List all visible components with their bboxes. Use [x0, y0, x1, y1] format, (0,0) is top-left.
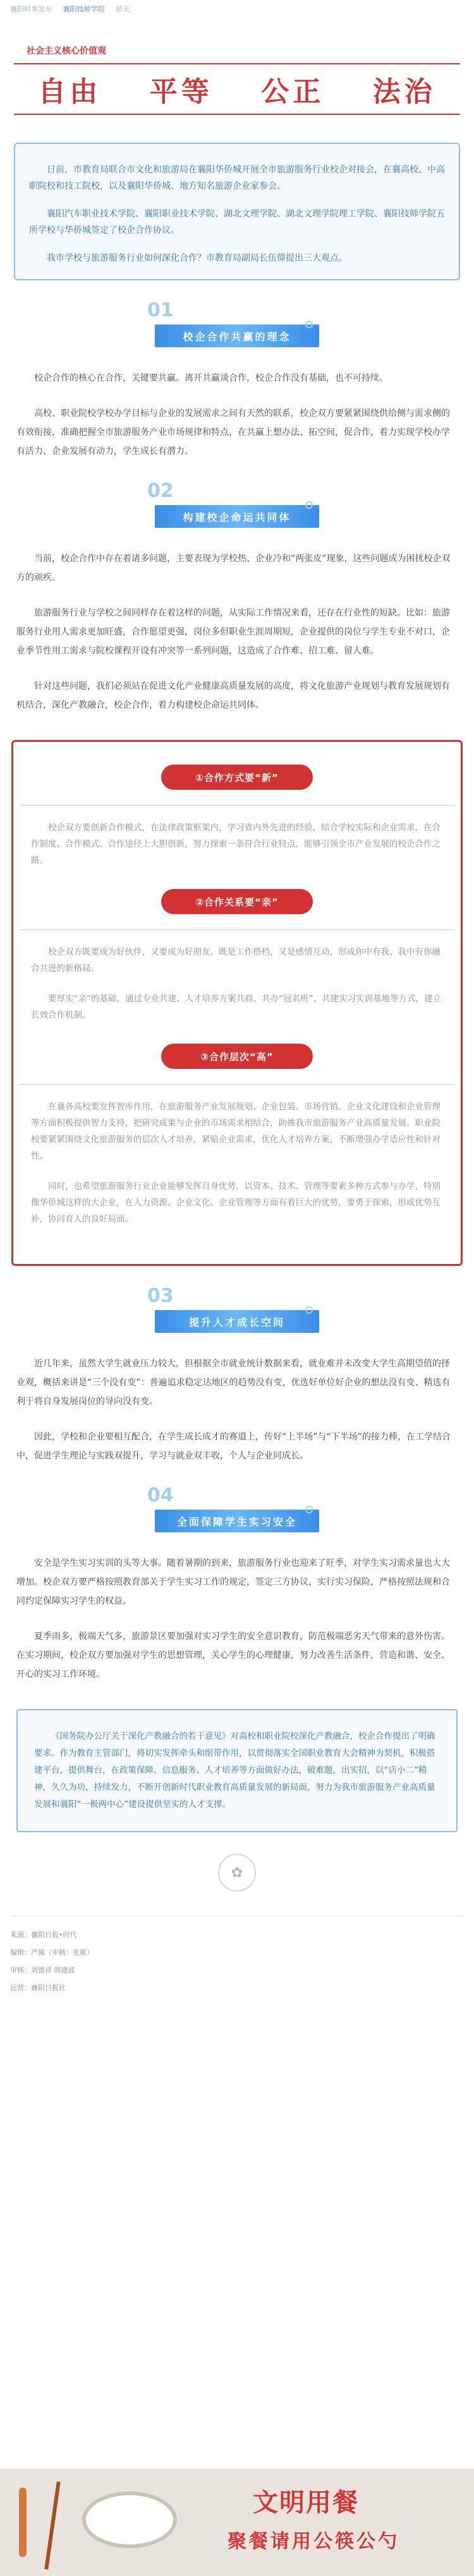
value-word: 平等 [149, 76, 213, 108]
section-heading [142, 1285, 332, 1339]
paragraph: 校企双方既要成为好伙伴，又要成为好朋友，既是工作搭档，又是感情互动，形成你中有我、我中有你融合共进的新格局。 [31, 947, 441, 974]
section-number: 03 [147, 1285, 174, 1307]
credit-source: 来源：襄阳日报•时代 [10, 1931, 77, 1939]
section-body [0, 549, 474, 715]
credit-editor: 编辑：严佩（审核：张雁） [10, 1948, 94, 1957]
banner-slogan: 聚餐请用公筷公勺 [228, 2531, 399, 2553]
publisher-link[interactable]: 襄阳时事发布 [10, 5, 52, 13]
section-body [0, 1554, 474, 1684]
paragraph: 校企合作的核心在合作，关键要共赢。离开共赢谈合作，校企合作没有基础，也不可持续。 [34, 373, 388, 383]
highlight-pill: ②合作关系要“亲” [161, 889, 313, 914]
paragraph: 夏季雨多，极端天气多，旅游景区要加强对实习学生的安全意识教育，防范极端恶劣天气带来的意外伤害。在实习期间，校企双方要加强对学生的思想管理，关心学生的心理健康，努力改善生活条件，营造和谐、安全、开心的实习工作环境。 [16, 1631, 450, 1679]
paragraph: 因此，学校和企业要相互配合，在学生成长成才的赛道上，传好“上半场”与“下半场”的接力棒，在工学结合中，促进学生理论与实践双提升，学习与就业双丰收，个人与企业同成长。 [16, 1432, 451, 1461]
article-meta [0, 0, 474, 19]
paragraph: 高校、职业院校学校办学目标与企业的发展需求之间有天然的联系，校企双方要紧紧围绕供给侧与需求侧的有效衔接，准确把握全市旅游服务产业市场规律和特点，在共赢上想办法、拓空间，促合作，着力实现学校办学有活力、企业发展有动力，学生成长有潜力。 [16, 408, 450, 456]
credit-review: 审核：刘德祥 韩建波 [10, 1966, 75, 1974]
highlight-block [20, 1084, 454, 1248]
section-body [0, 369, 474, 461]
paragraph: 同时，也希望旅游服务行业企业能够发挥自身优势，以资本、技术、管理等要素多种方式参与办学，特别像华侨城这样的大企业，在人力资源、企业文化、企业管理等方面有着巨大的优势，要勇于探索，形成优势互补，协同育人的良好局面。 [31, 1181, 441, 1224]
section-heading [142, 480, 332, 534]
section-title-bar [155, 505, 319, 528]
section-title-bar [155, 1510, 319, 1532]
section-number: 01 [147, 299, 174, 321]
article-credits [10, 1916, 464, 1997]
cooperation-highlight-box [11, 740, 463, 1266]
core-values-subtitle: 社会主义核心价值观 [27, 46, 106, 56]
highlight-block [20, 805, 454, 889]
intro-box [14, 143, 460, 280]
paragraph: 安全是学生实习实训的头等大事。随着暑期的到来，旅游服务行业也迎来了旺季，对学生实习需求量也大大增加。校企双方要严格按照教育部关于学生实习工作的规定，签定三方协议，实行实习保险，严格按照法规和合同约定保障实习学生的权益。 [16, 1558, 450, 1606]
circle-ornament-icon [305, 501, 313, 509]
paragraph: 校企双方要创新合作模式，在法律政策框架内，学习省内外先进的经验，结合学校实际和企业需求，在合作制度、合作模式、合作途径上大胆创新，努力探索一条符合行业特点，能够引领全市产业发展的校企合作之路。 [31, 823, 441, 866]
value-word: 法治 [372, 76, 436, 108]
paragraph: 针对这些问题，我们必须站在促进文化产业健康高质量发展的高度，将文化旅游产业规划与教育发展规划有机结合，深化产教融合，校企合作，着力构建校企命运共同体。 [16, 681, 450, 710]
section-body [0, 1354, 474, 1465]
paragraph: 《国务院办公厅关于深化产教融合的若干意见》对高校和职业院校深化产教融合，校企合作提出了明确要求。作为教育主管部门，将切实发挥牵头和组带作用，以贯彻落实全国职业教育大会精神为契机，积极搭建平台，提供舞台，在政策保障、信息服务、人才培养等方面做好办法，破难题，出实招，以“店小二”精神，久久为功，持续发力，不断开创新时代职业教育高质量发展的新局面，努力为我市旅游服务产业高质量发展和襄阳“一极两中心”建设提供坚实的人才支撑。 [34, 1731, 435, 1810]
publish-time: 前天 [116, 5, 130, 13]
section-title: 校企合作共赢的理念 [183, 330, 291, 343]
highlight-block [20, 929, 454, 1044]
intro-paragraph: 日前，市教育局联合市文化和旅游局在襄阳华侨城开展全市旅游服务行业校企对接会，在襄高校、中高职院校和技工院校，以及襄阳华侨城、地方知名旅游企业家参会。 [29, 165, 445, 191]
section-number: 02 [147, 480, 174, 502]
value-word: 自由 [38, 76, 102, 108]
core-values-header [14, 44, 460, 122]
paragraph: 在襄各高校要发挥智库作用，在旅游服务产业发展规划、企业包装、市场营销、企业文化建设和企业管理等方面积极提供智力支持，把研究成果与企业的市场需求相结合，助推我市旅游服务产业高质量发展。职业院校要紧紧围绕文化旅游服务的层次人才培养，紧贴企业需求，优化人才培养方案，不断增强办学适应性和针对性。 [31, 1102, 441, 1161]
banner-title: 文明用餐 [253, 2488, 359, 2517]
section-heading [142, 1484, 332, 1539]
section-number: 04 [147, 1484, 174, 1506]
end-ornament [218, 1854, 256, 1892]
paragraph: 当前，校企合作中存在着诸多问题，主要表现为学校热、企业冷和“两张皮”现象，这些问题成为困扰校企双方的顽疾。 [16, 554, 451, 583]
chopsticks-icon [44, 2481, 60, 2569]
paragraph: 要厚实“亲”的基础，通过专业共建、人才培养方案共商、共办“冠名班”、共建实习实训基地等方式，建立长效合作机制。 [31, 994, 441, 1020]
section-title-bar [155, 1310, 319, 1333]
plate-icon [82, 2491, 177, 2548]
highlight-pill: ③合作层次“高” [161, 1044, 313, 1069]
section-title: 全面保障学生实习安全 [176, 1515, 297, 1528]
section-title: 构建校企命运共同体 [183, 511, 291, 523]
source-link[interactable]: 襄阳技师学院 [63, 5, 105, 13]
paragraph: 旅游服务行业与学校之间同样存在着这样的问题，从实际工作情况来看，还存在行业性的短缺。比如：旅游服务行业用人需求更加旺盛，合作愿望更强，岗位多但职业生涯周期短，企业提供的岗位与学生专业不对口，企业季节性用工需求与院校课程开设有冲突等一系列问题，这造成了合作难、招工难、留人难。 [16, 608, 450, 656]
value-word: 公正 [261, 76, 325, 108]
spoon-icon [19, 2488, 27, 2557]
credit-operator: 运营：襄阳日报社 [10, 1984, 66, 1992]
section-title-bar [155, 325, 319, 347]
intro-paragraph: 我市学校与旅游服务行业如何深化合作？市教育局副局长伍偉提出三大观点。 [47, 253, 348, 263]
section-heading [142, 299, 332, 354]
core-values-words [14, 67, 460, 111]
section-title: 提升人才成长空间 [188, 1316, 285, 1328]
civilized-dining-banner[interactable] [0, 2469, 474, 2576]
circle-ornament-icon [305, 321, 313, 328]
circle-ornament-icon [305, 1506, 313, 1513]
paragraph: 近几年来，虽然大学生就业压力较大，但根据全市就业统计数据来看，就业难并未改变大学生高期望值的择业观，概括来讲是“三个没有变”：普遍追求稳定达地区的趋势没有变，优选好单位好企业的想法没有变、精选有利于将自身发展岗位的导向没有变。 [16, 1359, 451, 1407]
flower-icon: ✿ [231, 1864, 243, 1881]
circle-ornament-icon [305, 1306, 313, 1314]
highlight-pill: ①合作方式要“新” [161, 765, 313, 790]
policy-quote-box [16, 1709, 458, 1832]
intro-paragraph: 襄阳汽车职业技术学院、襄阳职业技术学院、湖北文理学院、湖北文理学院理工学院、襄阳技师学院五所学校与华侨城签定了校企合作协议。 [29, 209, 445, 236]
